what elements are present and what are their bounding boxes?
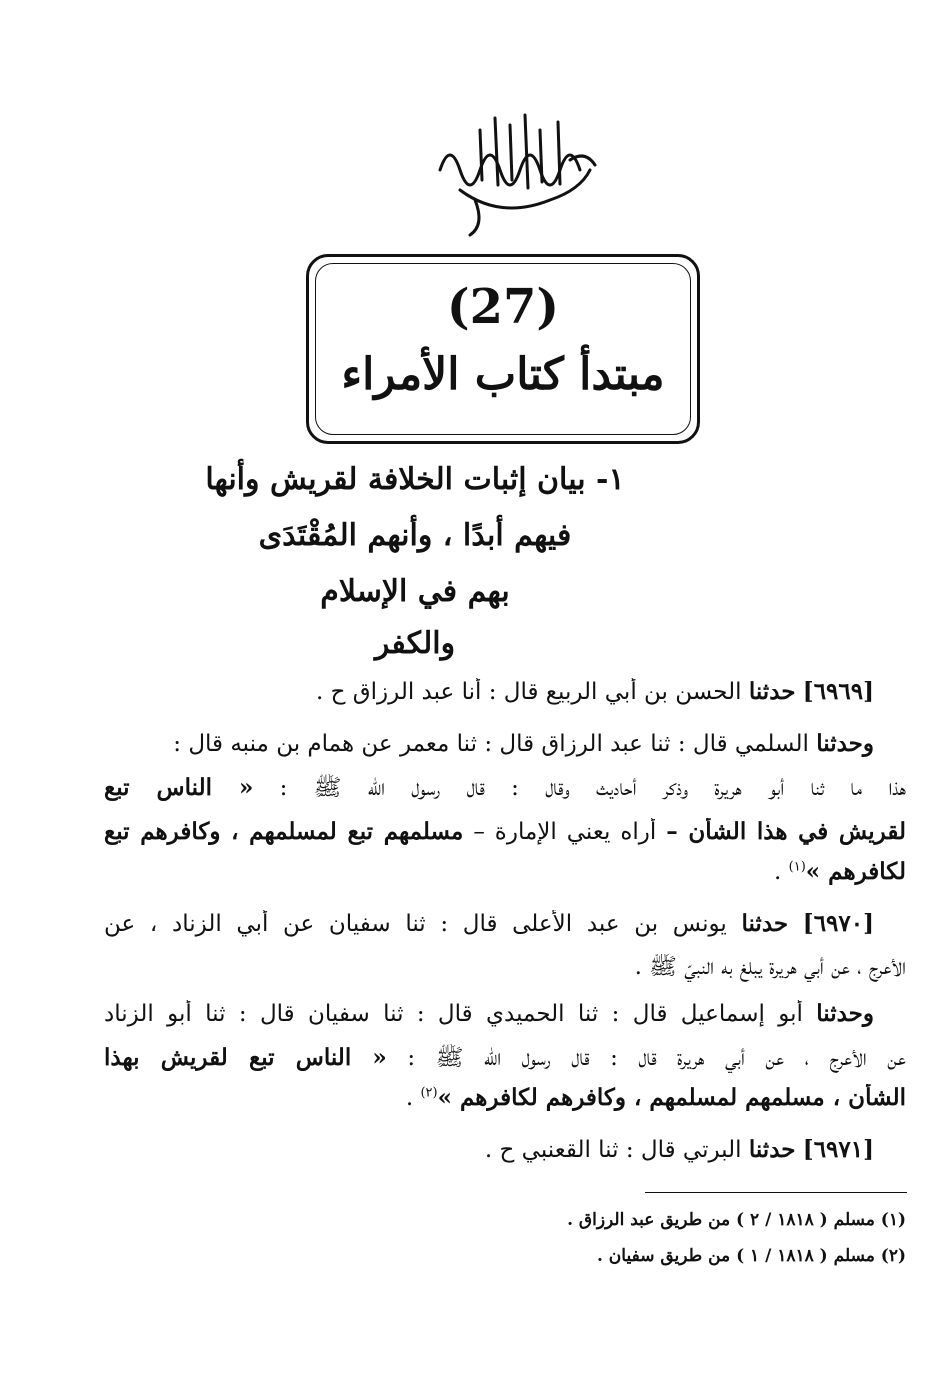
section-heading-line-3: بهم في الإسلام (320, 574, 510, 609)
chapter-number: (27) (446, 279, 560, 335)
hadith-matn-bold: لكافرهم » (805, 858, 906, 885)
hadith-chain3-line-2 (104, 1044, 906, 1073)
footnote-ref: (٢) (420, 1085, 438, 1101)
hadith-number: [٦٩٦٩] (802, 678, 874, 705)
hadith-text-plain: . (405, 1085, 414, 1111)
hadith-number: [٦٩٧١] (802, 1136, 874, 1163)
hadith-matn-bold: لقريش في هذا الشأن – (666, 818, 906, 845)
hadith-6969-line (104, 678, 874, 707)
hadith-6970-line-1 (104, 910, 874, 939)
section-heading-line-2: فيهم أبدًا ، وأنهم المُقْتَدَى (258, 518, 572, 553)
section-heading-line-1: ١- بيان إثبات الخلافة لقريش وأنها (205, 462, 625, 497)
hadith-chain-start: حدثنا (741, 910, 789, 937)
chapter-title-frame (306, 254, 700, 444)
hadith-text-line-2 (104, 818, 906, 847)
hadith-matn-bold: الشأن ، مسلمهم لمسلمهم ، وكافرهم لكافرهم » (437, 1084, 906, 1111)
footnote-divider (645, 1192, 907, 1193)
hadith-6971-line (104, 1136, 874, 1165)
basmala-calligraphy (420, 100, 620, 240)
hadith-text-line-3 (104, 858, 906, 887)
hadith-chain-start: حدثنا (748, 678, 796, 705)
hadith-chain-start: وحدثنا (816, 1000, 874, 1027)
hadith-chain-start: وحدثنا (816, 730, 874, 757)
section-heading-line-4: والكفر (374, 626, 456, 661)
footnote-1: (١) مسلم ( ١٨١٨ / ٢ ) من طريق عبد الرزاق . (567, 1210, 906, 1230)
hadith-matn-bold: مسلمهم تبع لمسلمهم ، وكافرهم تبع (104, 818, 464, 845)
hadith-matn-bold: « الناس تبع لقريش بهذا (104, 1044, 387, 1071)
hadith-chain-text: الحسن بن أبي الربيع قال : أنا عبد الرزاق ح . (316, 679, 742, 705)
hadith-matn-bold: « الناس تبع (104, 774, 254, 801)
hadith-chain-start: حدثنا (748, 1136, 796, 1163)
hadith-text-line-1 (104, 774, 906, 803)
hadith-chain-text: يونس بن عبد الأعلى قال : ثنا سفيان عن أبي الزناد ، عن (104, 911, 727, 937)
hadith-chain3-line-1 (104, 1000, 874, 1029)
footnote-ref: (١) (788, 859, 806, 875)
hadith-text-plain: هذا ما ثنا أبو هريرة وذكر أحاديث وقال : قال رسول الله ﷺ : (279, 775, 906, 801)
hadith-chain-text: أبو إسماعيل قال : ثنا الحميدي قال : ثنا سفيان قال : ثنا أبو الزناد (104, 1001, 803, 1027)
hadith-text-plain: . (774, 859, 782, 885)
hadith-chain3-line-3 (104, 1084, 906, 1113)
chapter-title: مبتدأ كتاب الأمراء (341, 349, 665, 400)
hadith-6970-line-2: الأعرج ، عن أبي هريرة يبلغ به النبيّ ﷺ . (634, 954, 906, 980)
hadith-chain2-line (104, 730, 874, 759)
footnote-2: (٢) مسلم ( ١٨١٨ / ١ ) من طريق سفيان . (596, 1246, 906, 1266)
hadith-text-plain: عن الأعرج ، عن أبي هريرة قال : قال رسول الله ﷺ : (407, 1045, 906, 1071)
hadith-number: [٦٩٧٠] (802, 910, 874, 937)
hadith-text-plain: أراه يعني الإمارة – (473, 819, 657, 845)
basmala-calligraphy-icon (420, 100, 620, 240)
hadith-chain-text: السلمي قال : ثنا عبد الرزاق قال : ثنا معمر عن همام بن منبه قال : (173, 731, 809, 757)
hadith-chain-text: البرتي قال : ثنا القعنبي ح . (484, 1137, 742, 1163)
